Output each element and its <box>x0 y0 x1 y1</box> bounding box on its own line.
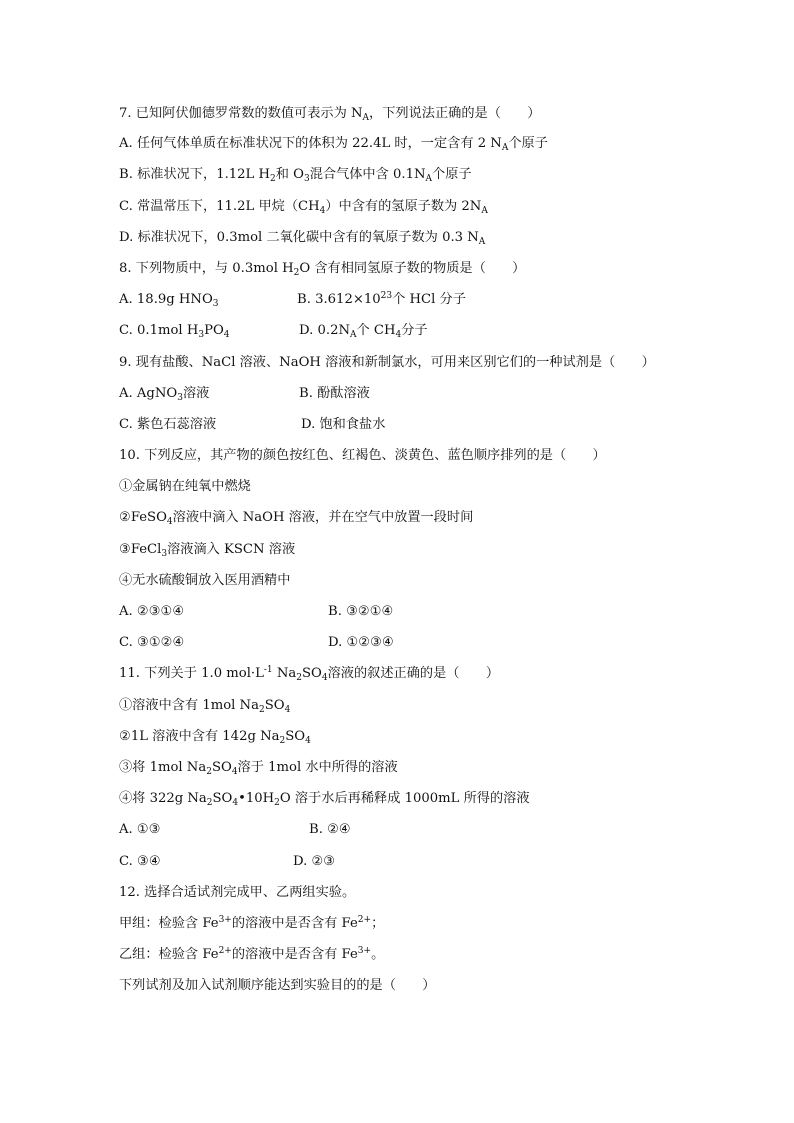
q11-item-1: ①溶液中含有 1mol $Na_2SO_4$ <box>119 698 291 715</box>
q8-option-b: B. $3.612\times 10^{23}$个 HCl 分子 <box>297 291 466 307</box>
q10-item-2: ②FeSO$_4$溶液中滴入 NaOH 溶液，并在空气中放置一段时间 <box>119 510 474 527</box>
q11-item-3: ③将 1mol $Na_2SO_4$溶于 1mol 水中所得的溶液 <box>119 760 398 777</box>
q7-option-a: A. 任何气体单质在标准状况下的体积为 22.4L 时，一定含有 2 $N_A$个原子 <box>119 136 548 153</box>
q10-option-d: D. ①②③④ <box>328 635 394 650</box>
q7-option-d: D. 标准状况下，0.3mol 二氧化碳中含有的氧原子数为 0.3 $N_A$ <box>119 230 486 247</box>
question-11-stem: 11. 下列关于 1.0 $mol\cdot L^{-1}$ $Na_2SO_4$溶液的叙述正确的是（ ） <box>119 665 500 683</box>
q10-option-b: B. ③②①④ <box>328 604 394 619</box>
q11-item-2: ②1L 溶液中含有 142g $Na_2SO_4$ <box>119 729 311 746</box>
question-10-stem: 10. 下列反应，其产物的颜色按红色、红褐色、淡黄色、蓝色顺序排列的是（ ） <box>119 448 606 463</box>
q8-option-a: A. 18.9g $HNO_3$ <box>119 292 219 309</box>
q9-option-b: B. 酚酞溶液 <box>299 386 370 401</box>
q9-option-c: C. 紫色石蕊溶液 <box>119 417 217 432</box>
q11-option-b: B. ②④ <box>309 822 351 837</box>
q10-option-c: C. ③①②④ <box>119 635 185 650</box>
q7-option-b: B. 标准状况下，1.12L $H_2$和 $O_3$混合气体中含 $0.1N_A$个原子 <box>119 167 472 184</box>
q12-group-yi: 乙组：检验含 $Fe^{2+}$的溶液中是否含有 $Fe^{3+}$。 <box>119 946 385 962</box>
question-12-stem: 12. 选择合适试剂完成甲、乙两组实验。 <box>119 885 356 900</box>
q10-item-1: ①金属钠在纯氧中燃烧 <box>119 479 251 494</box>
q7-option-c: C. 常温常压下，11.2L 甲烷$(CH_4)$中含有的氢原子数为 $2N_A$ <box>119 199 488 216</box>
q8-option-d: D. $0.2N_A$个 $CH_4$分子 <box>299 323 428 340</box>
q11-option-a: A. ①③ <box>119 822 161 837</box>
question-8-stem: 8. 下列物质中，与 0.3mol $H_2O$ 含有相同氢原子数的物质是（ ） <box>119 261 526 278</box>
question-7-stem: 7. 已知阿伏伽德罗常数的数值可表示为 $N_A$，下列说法正确的是（ ） <box>119 106 541 123</box>
q8-option-c: C. 0.1mol $H_3PO_4$ <box>119 323 230 340</box>
question-9-stem: 9. 现有盐酸、NaCl 溶液、NaOH 溶液和新制氯水，可用来区别它们的一种试剂是（ ） <box>119 355 655 370</box>
q12-group-jia: 甲组：检验含 $Fe^{3+}$的溶液中是否含有 $Fe^{2+}$； <box>119 915 385 931</box>
q11-option-c: C. ③④ <box>119 854 161 869</box>
q9-option-d: D. 饱和食盐水 <box>301 417 386 432</box>
q10-option-a: A. ②③①④ <box>119 604 185 619</box>
q10-item-4: ④无水硫酸铜放入医用酒精中 <box>119 573 291 588</box>
q11-item-4: ④将 322g $Na_2SO_4•10H_2O$ 溶于水后再稀释成 1000mL 所得的溶液 <box>119 791 530 808</box>
q12-question: 下列试剂及加入试剂顺序能达到实验目的的是（ ） <box>119 978 436 993</box>
q10-item-3: ③FeCl$_3$溶液滴入 KSCN 溶液 <box>119 542 296 559</box>
q11-option-d: D. ②③ <box>293 854 336 869</box>
q9-option-a: A. AgNO$_3$溶液 <box>119 386 210 403</box>
